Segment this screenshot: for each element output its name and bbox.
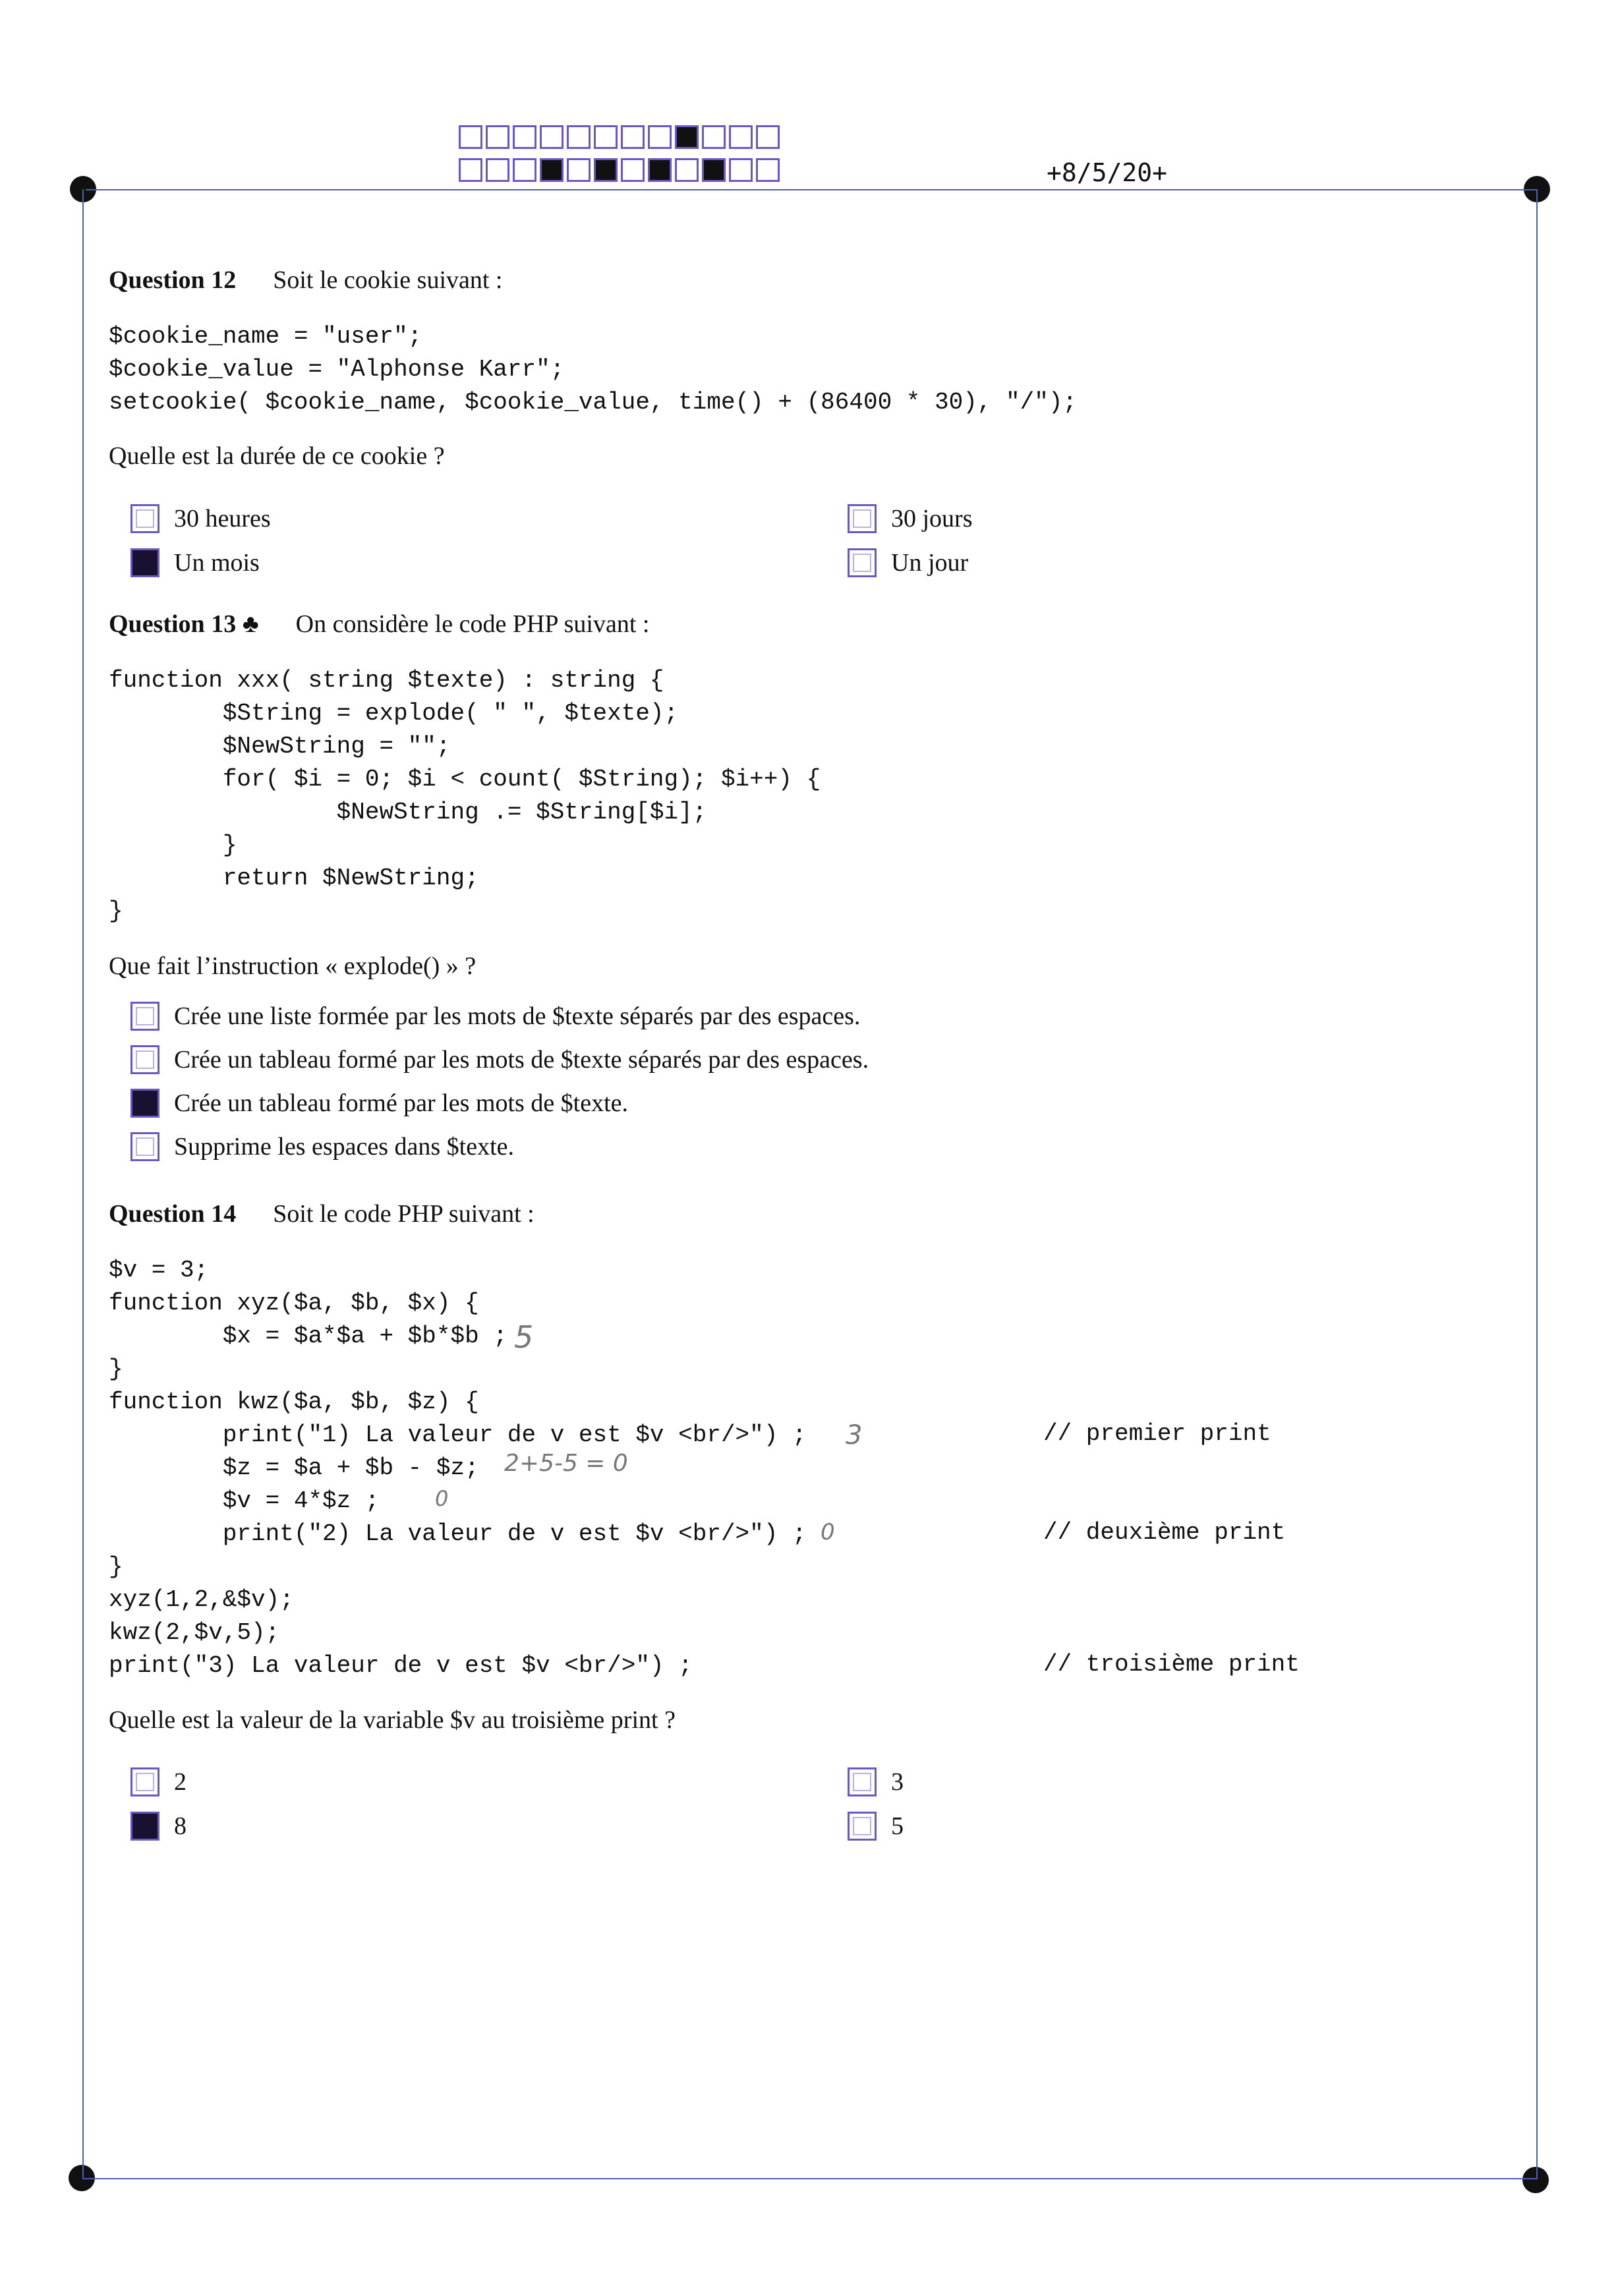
answer-option[interactable] bbox=[130, 1132, 514, 1161]
page-code: +8/5/20+ bbox=[1047, 158, 1168, 187]
checkbox[interactable] bbox=[130, 1002, 159, 1031]
answer-option[interactable] bbox=[130, 504, 271, 533]
answer-option-label: Supprime les espaces dans $texte. bbox=[174, 1133, 515, 1161]
code-line: $NewString .= $String[$i]; bbox=[109, 799, 707, 826]
corner-mark-bottom-right bbox=[1522, 2167, 1549, 2193]
id-bit-box bbox=[567, 158, 591, 182]
answer-option[interactable] bbox=[130, 1002, 860, 1031]
answer-option[interactable] bbox=[848, 1767, 904, 1796]
code-line: return $NewString; bbox=[109, 865, 479, 892]
answer-option-label: 2 bbox=[174, 1768, 187, 1796]
code-line: kwz(2,$v,5); bbox=[109, 1619, 280, 1646]
id-bit-box bbox=[675, 158, 699, 182]
answer-option-label: Crée un tableau formé par les mots de $texte séparés par des espaces. bbox=[174, 1046, 869, 1074]
id-bit-box bbox=[702, 125, 726, 149]
answer-option-label: 30 heures bbox=[174, 505, 271, 532]
code-line: print("2) La valeur de v est $v <br/>") ; bbox=[109, 1520, 807, 1547]
code-line: $v = 4*$z ; bbox=[109, 1487, 380, 1514]
code-line: $v = 3; bbox=[109, 1257, 209, 1284]
code-line: function xyz($a, $b, $x) { bbox=[109, 1290, 479, 1317]
answer-option[interactable] bbox=[130, 1812, 187, 1841]
id-bit-box bbox=[513, 125, 536, 149]
checkbox-checked[interactable] bbox=[130, 1089, 159, 1118]
code-block-q12 bbox=[109, 320, 1077, 419]
id-bit-box bbox=[729, 158, 753, 182]
question-14-prompt: Quelle est la valeur de la variable $v au troisième print ? bbox=[109, 1706, 676, 1734]
code-line: for( $i = 0; $i < count( $String); $i++) { bbox=[109, 766, 821, 793]
checkbox[interactable] bbox=[848, 1767, 877, 1796]
code-line: $NewString = ""; bbox=[109, 733, 451, 760]
id-bit-box bbox=[621, 158, 645, 182]
checkbox-checked[interactable] bbox=[130, 1812, 159, 1841]
frame-left-line bbox=[82, 189, 84, 2179]
id-bit-box bbox=[486, 158, 509, 182]
id-bit-box bbox=[648, 125, 672, 149]
answer-option-label: 30 jours bbox=[891, 505, 973, 532]
id-bit-box bbox=[756, 125, 780, 149]
checkbox[interactable] bbox=[130, 504, 159, 533]
answer-option[interactable] bbox=[130, 1045, 869, 1074]
question-text: On considère le code PHP suivant : bbox=[295, 610, 650, 638]
frame-right-line bbox=[1536, 189, 1538, 2179]
question-text: Soit le cookie suivant : bbox=[273, 266, 503, 294]
code-block-q13 bbox=[109, 664, 821, 928]
id-bit-box bbox=[540, 125, 563, 149]
answer-option-label: Crée une liste formée par les mots de $texte séparés par des espaces. bbox=[174, 1002, 861, 1030]
code-line: } bbox=[109, 898, 123, 925]
question-13-prompt: Que fait l’instruction « explode() » ? bbox=[109, 952, 477, 980]
code-comment-troisieme-print: // troisième print bbox=[1043, 1651, 1300, 1678]
id-bit-box bbox=[594, 125, 618, 149]
id-bit-box bbox=[567, 125, 591, 149]
code-comment-deuxieme-print: // deuxième print bbox=[1043, 1519, 1286, 1546]
code-line: print("3) La valeur de v est $v <br/>") ; bbox=[109, 1652, 693, 1679]
question-12-prompt: Quelle est la durée de ce cookie ? bbox=[109, 442, 445, 470]
id-bit-box bbox=[729, 125, 753, 149]
code-line: } bbox=[109, 1553, 123, 1580]
answer-option[interactable] bbox=[848, 548, 968, 577]
frame-top-line bbox=[86, 189, 1537, 190]
checkbox[interactable] bbox=[848, 548, 877, 577]
handwritten-note-0a: 0 bbox=[435, 1486, 449, 1511]
question-text: Soit le code PHP suivant : bbox=[273, 1200, 535, 1228]
question-12-heading bbox=[109, 266, 503, 295]
frame-bottom-line bbox=[84, 2178, 1536, 2179]
checkbox[interactable] bbox=[848, 504, 877, 533]
checkbox[interactable] bbox=[848, 1812, 877, 1841]
handwritten-note-3: 3 bbox=[846, 1420, 863, 1450]
code-line: } bbox=[109, 1356, 123, 1383]
code-line: xyz(1,2,&$v); bbox=[109, 1586, 294, 1613]
code-line: print("1) La valeur de v est $v <br/>") ; bbox=[109, 1421, 807, 1449]
id-bit-box bbox=[648, 158, 672, 182]
id-bit-box bbox=[756, 158, 780, 182]
id-bit-box bbox=[459, 125, 482, 149]
answer-option-label: Crée un tableau formé par les mots de $texte. bbox=[174, 1089, 629, 1117]
answer-option-label: 5 bbox=[891, 1812, 904, 1840]
checkbox-checked[interactable] bbox=[130, 548, 159, 577]
code-line: function xxx( string $texte) : string { bbox=[109, 667, 664, 694]
id-bit-box bbox=[594, 158, 618, 182]
code-line: $z = $a + $b - $z; bbox=[109, 1454, 479, 1481]
code-comment-premier-print: // premier print bbox=[1043, 1420, 1271, 1447]
code-line: } bbox=[109, 832, 237, 859]
id-bit-box bbox=[540, 158, 563, 182]
checkbox[interactable] bbox=[130, 1767, 159, 1796]
checkbox[interactable] bbox=[130, 1045, 159, 1074]
id-bit-box bbox=[675, 125, 699, 149]
code-line: $String = explode( " ", $texte); bbox=[109, 700, 679, 727]
handwritten-note-calc: 2+5-5 = 0 bbox=[504, 1450, 628, 1477]
id-bit-box bbox=[513, 158, 536, 182]
answer-option-label: 3 bbox=[891, 1768, 904, 1796]
id-bit-box bbox=[621, 125, 645, 149]
id-bit-row-1 bbox=[459, 125, 783, 149]
answer-option-label: 8 bbox=[174, 1812, 187, 1840]
answer-option[interactable] bbox=[130, 548, 260, 577]
handwritten-note-5: 5 bbox=[514, 1319, 534, 1355]
checkbox[interactable] bbox=[130, 1132, 159, 1161]
handwritten-note-0b: 0 bbox=[821, 1519, 835, 1545]
id-bit-box bbox=[702, 158, 726, 182]
id-bit-row-2 bbox=[459, 158, 783, 182]
id-bit-box bbox=[459, 158, 482, 182]
answer-option[interactable] bbox=[848, 504, 973, 533]
question-13-heading bbox=[109, 610, 649, 639]
code-line: setcookie( $cookie_name, $cookie_value, time() + (86400 * 30), "/"); bbox=[109, 389, 1078, 416]
code-line: $cookie_name = "user"; bbox=[109, 323, 422, 350]
code-block-q14 bbox=[109, 1254, 807, 1682]
answer-option[interactable] bbox=[130, 1089, 628, 1118]
answer-option-label: Un jour bbox=[891, 549, 969, 577]
answer-option-label: Un mois bbox=[174, 549, 260, 577]
code-line: function kwz($a, $b, $z) { bbox=[109, 1389, 479, 1416]
code-line: $x = $a*$a + $b*$b ; bbox=[109, 1323, 507, 1350]
question-label: Question 12 bbox=[109, 266, 237, 294]
code-line: $cookie_value = "Alphonse Karr"; bbox=[109, 356, 565, 383]
answer-option[interactable] bbox=[130, 1767, 187, 1796]
question-14-heading bbox=[109, 1199, 535, 1228]
question-label: Question 14 bbox=[109, 1200, 237, 1228]
question-label: Question 13 ♣ bbox=[109, 610, 259, 638]
answer-option[interactable] bbox=[848, 1812, 904, 1841]
id-bit-box bbox=[486, 125, 509, 149]
